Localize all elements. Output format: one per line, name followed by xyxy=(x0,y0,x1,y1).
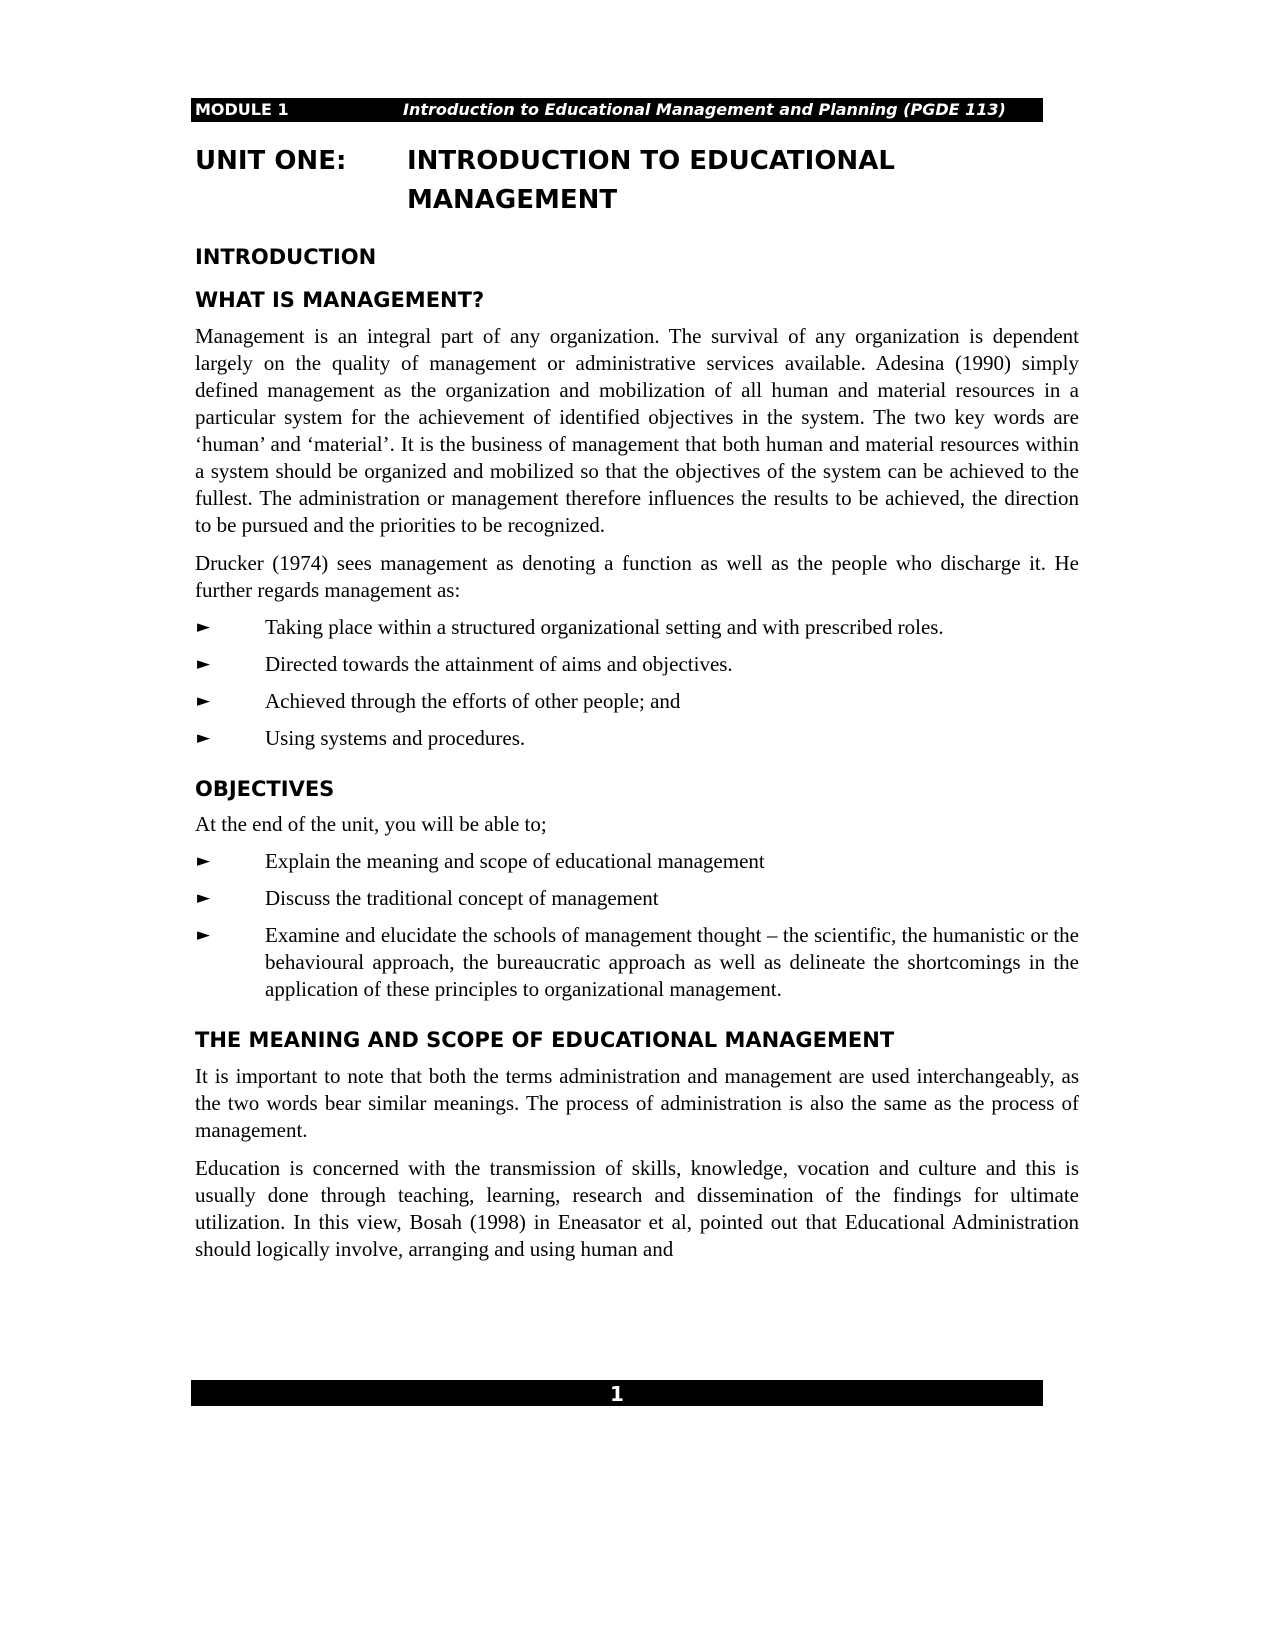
running-header xyxy=(191,98,1043,122)
list-item: ► Taking place within a structured organizational setting and with prescribed roles. xyxy=(197,615,944,639)
arrow-bullet-icon: ► xyxy=(197,851,211,871)
module-label: MODULE 1 xyxy=(195,100,289,119)
arrow-bullet-icon: ► xyxy=(197,888,211,908)
paragraph-management-definition: Management is an integral part of any organization. The survival of any organization is dependent largely on the quality of management or administrative services available. Adesina (1990) simply defined management as the organization and mobilization of all human and material resources in a particular system for the achievement of identified objectives in the system. The two key words are ‘human’ and ‘material’. It is the business of management that both human and material resources within a system should be organized and mobilized so that the objectives of the system can be achieved to the fullest. The administration or management therefore influences the results to be achieved, the direction to be pursued and the priorities to be recognized. xyxy=(195,324,1079,537)
page-footer xyxy=(191,1380,1043,1406)
objectives-intro: At the end of the unit, you will be able to; xyxy=(195,812,547,836)
list-item: ► Using systems and procedures. xyxy=(197,726,526,750)
arrow-bullet-icon: ► xyxy=(197,925,211,945)
what-is-management-heading: WHAT IS MANAGEMENT? xyxy=(195,288,485,312)
page-number: 1 xyxy=(610,1382,624,1406)
list-item: ► Discuss the traditional concept of management xyxy=(197,886,659,910)
drucker-list xyxy=(195,614,1079,752)
arrow-bullet-icon: ► xyxy=(197,691,211,711)
paragraph-education: Education is concerned with the transmission of skills, knowledge, vocation and culture and this is usually done through teaching, learning, research and dissemination of the findings for ultimate utilization. In this view, Bosah (1998) in Eneasator et al, pointed out that Educational Administration should logically involve, arranging and using human and xyxy=(195,1156,1079,1261)
objectives-heading: OBJECTIVES xyxy=(195,777,335,801)
introduction-heading: INTRODUCTION xyxy=(195,245,377,269)
arrow-bullet-icon: ► xyxy=(197,617,211,637)
meaning-scope-heading: THE MEANING AND SCOPE OF EDUCATIONAL MANAGEMENT xyxy=(195,1028,895,1052)
list-item: ► Examine and elucidate the schools of management thought – the scientific, the humanistic or the behavioural approach, the bureaucratic approach as well as delineate the shortcomings in the application of these principles to organizational management. xyxy=(197,923,1079,1001)
course-title: Introduction to Educational Management and Planning (PGDE 113) xyxy=(403,100,1006,119)
arrow-bullet-icon: ► xyxy=(197,654,211,674)
main-content xyxy=(195,242,1079,1263)
list-item: ► Directed towards the attainment of aims and objectives. xyxy=(197,652,733,676)
unit-label: UNIT ONE: xyxy=(195,146,347,176)
unit-heading: INTRODUCTION TO EDUCATIONAL MANAGEMENT xyxy=(407,146,895,215)
paragraph-drucker: Drucker (1974) sees management as denoting a function as well as the people who discharge it. He further regards management as: xyxy=(195,551,1079,602)
list-item: ► Achieved through the efforts of other people; and xyxy=(197,689,681,713)
paragraph-administration: It is important to note that both the terms administration and management are used interchangeably, as the two words bear similar meanings. The process of administration is also the same as the process of management. xyxy=(195,1064,1079,1142)
arrow-bullet-icon: ► xyxy=(197,728,211,748)
list-item: ► Explain the meaning and scope of educational management xyxy=(197,849,765,873)
objectives-list xyxy=(195,848,1079,1003)
